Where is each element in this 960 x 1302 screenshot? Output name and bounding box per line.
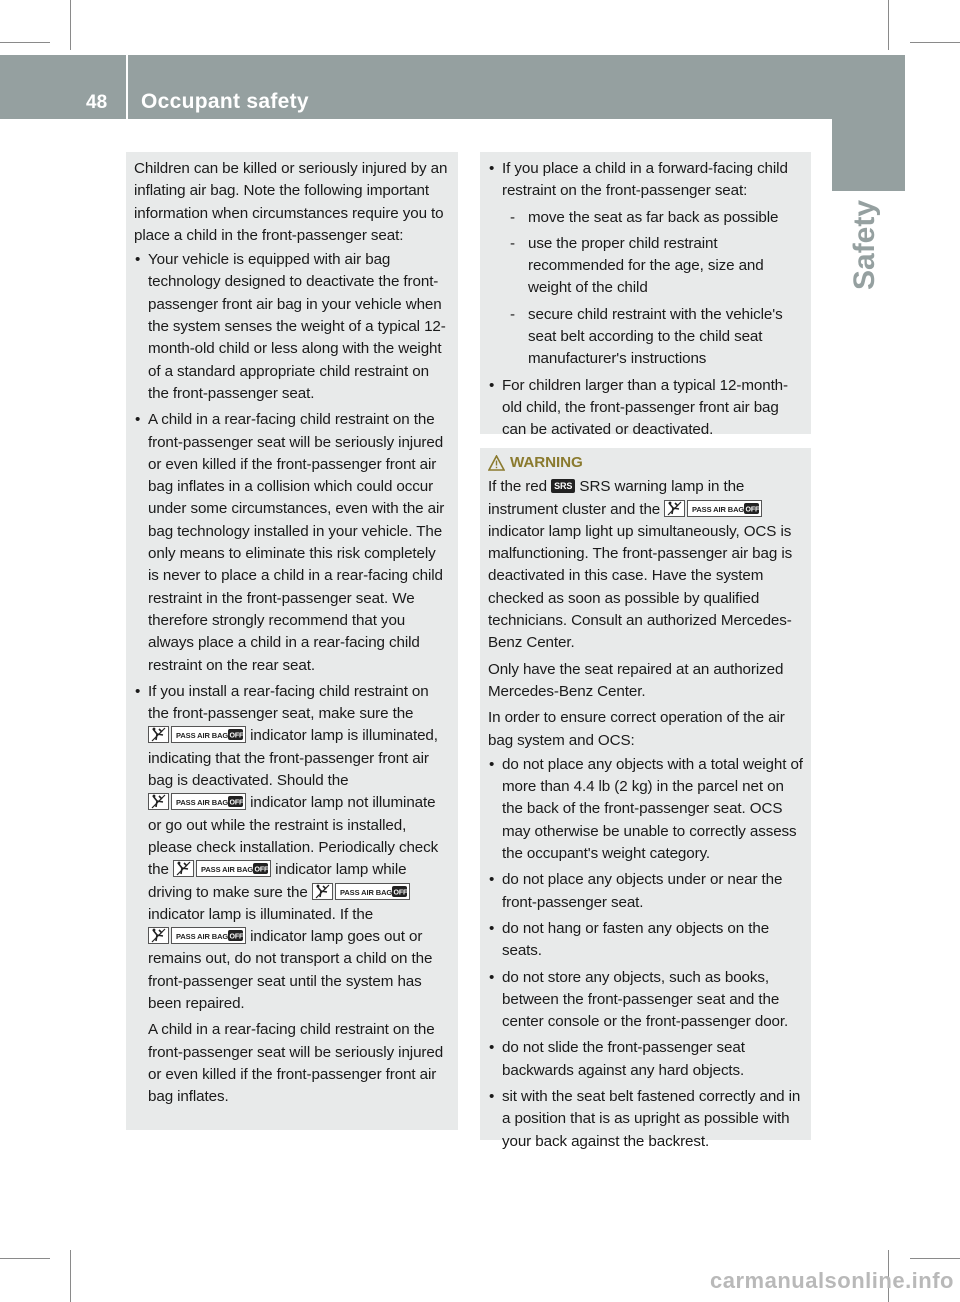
list-item bbox=[488, 967, 803, 1034]
left-warning-box bbox=[126, 152, 458, 1130]
crop-mark bbox=[888, 0, 889, 50]
warning-text: If the red bbox=[488, 478, 547, 496]
bullet-text: do not place any objects under or near the front-passenger seat. bbox=[502, 871, 783, 911]
bullet-icon: • bbox=[489, 871, 495, 889]
bullet-icon: • bbox=[135, 411, 141, 429]
dash-item bbox=[488, 304, 803, 371]
svg-text:PASS AIR BAG: PASS AIR BAG bbox=[200, 865, 254, 875]
dash-icon: - bbox=[510, 305, 515, 323]
svg-text:OFF: OFF bbox=[229, 732, 244, 740]
bullet-text: If you install a rear-facing child restraint on the front-passenger seat, make sure the bbox=[148, 682, 429, 723]
dash-item bbox=[488, 233, 803, 300]
intro-text: Children can be killed or seriously injured by an inflating air bag. Note the following important information when circumstances require you to place a child in the front-passenger seat: bbox=[134, 160, 448, 244]
bullet-text: If you place a child in a forward-facing child restraint on the front-passenger seat: bbox=[502, 160, 788, 200]
crop-mark bbox=[910, 42, 960, 43]
svg-text:OFF: OFF bbox=[229, 799, 244, 807]
svg-text:PASS AIR BAG: PASS AIR BAG bbox=[176, 932, 229, 942]
pass-air-bag-off-icon bbox=[148, 726, 246, 743]
list-item bbox=[488, 918, 803, 963]
bullet-text: do not hang or fasten any objects on the seats. bbox=[502, 919, 770, 960]
srs-icon: SRS bbox=[551, 479, 575, 493]
svg-text:OFF: OFF bbox=[745, 506, 760, 514]
list-item bbox=[488, 1037, 803, 1082]
svg-text:OFF: OFF bbox=[229, 933, 244, 941]
bullet-text: do not place any objects with a total weight of more than 4.4 lb (2 kg) in the parcel net on the back of the front-passenger seat. OCS may otherwise be unable to correctly assess the occupant's weight category. bbox=[502, 755, 803, 863]
pass-air-bag-off-icon bbox=[312, 883, 410, 900]
bullet-text: indicator lamp is illuminated. If the bbox=[148, 905, 374, 923]
page-number: 48 bbox=[86, 92, 108, 113]
crop-mark bbox=[0, 42, 50, 43]
pass-air-bag-off-icon bbox=[148, 927, 246, 944]
bullet-icon: • bbox=[489, 968, 495, 986]
pass-air-bag-off-icon bbox=[173, 860, 271, 877]
bullet-icon: • bbox=[489, 919, 495, 937]
bullet-text: sit with the seat belt fastened correctly and in a position that is as upright as possible with your back against the backrest. bbox=[502, 1088, 801, 1150]
crop-mark bbox=[0, 1258, 50, 1259]
bullet-text: Your vehicle is equipped with air bag technology designed to deactivate the front-passenger front air bag in your vehicle when the system senses the weight of a typical 12-month-old child or less along with the weight of a standard appropriate child restraint on the front-passenger seat. bbox=[148, 251, 446, 402]
watermark: carmanualsonline.info bbox=[710, 1268, 954, 1293]
bullet-text: indicator lamp while driving to make sure the bbox=[148, 861, 407, 901]
dash-text: move the seat as far back as possible bbox=[528, 208, 779, 226]
side-tab bbox=[832, 118, 905, 191]
svg-text:PASS AIR BAG: PASS AIR BAG bbox=[176, 731, 229, 741]
bullet-icon: • bbox=[489, 160, 495, 177]
pass-air-bag-off-icon bbox=[148, 793, 246, 810]
crop-mark bbox=[910, 1258, 960, 1259]
bullet-text: indicator lamp not illuminate or go out while the restraint is installed, please check installation. Periodically check the bbox=[148, 794, 439, 879]
warning-paragraph: In order to ensure correct operation of the air bag system and OCS: bbox=[488, 709, 785, 749]
warning-title: WARNING bbox=[510, 454, 583, 471]
dash-icon: - bbox=[510, 234, 515, 252]
crop-mark bbox=[70, 0, 71, 50]
right-warning-box bbox=[480, 448, 811, 1150]
crop-mark bbox=[70, 1250, 71, 1302]
warning-triangle-icon bbox=[488, 455, 505, 478]
dash-text: secure child restraint with the vehicle's seat belt according to the child seat manufacturer's instructions bbox=[528, 305, 783, 368]
list-item bbox=[134, 249, 450, 405]
bullet-icon: • bbox=[489, 1088, 495, 1106]
dash-text: use the proper child restraint recommended for the age, size and weight of the child bbox=[528, 234, 764, 297]
header-separator bbox=[126, 55, 128, 119]
bullet-icon: • bbox=[135, 682, 141, 700]
bullet-paragraph: A child in a rear-facing child restraint on the front-passenger seat will be seriously injured or even killed if the front-passenger front air bag inflates. bbox=[148, 1021, 444, 1106]
bullet-icon: • bbox=[489, 376, 495, 394]
bullet-text: indicator lamp is illuminated, indicating that the front-passenger front air bag is deactivated. Should the bbox=[148, 727, 438, 790]
list-item bbox=[134, 681, 450, 1109]
pass-air-bag-off-icon bbox=[664, 500, 762, 517]
list-item bbox=[488, 1086, 803, 1153]
list-item bbox=[134, 409, 450, 677]
list-item bbox=[488, 375, 803, 442]
svg-text:PASS AIR BAG: PASS AIR BAG bbox=[692, 504, 745, 514]
warning-text: indicator lamp light up simultaneously, OCS is malfunctioning. The front-passenger air bag is deactivated in this case. Have the system checked as soon as possible by qualified technicians. Consult an authorized Mercedes-Benz Center. bbox=[488, 522, 793, 652]
dash-item bbox=[488, 207, 803, 229]
bullet-text: do not store any objects, such as books, between the front-passenger seat and the center console or the front-passenger door. bbox=[502, 968, 789, 1031]
warning-paragraph bbox=[488, 476, 803, 654]
bullet-text: indicator lamp goes out or remains out, do not transport a child on the front-passenger seat until the system has been repaired. bbox=[148, 928, 433, 1012]
warning-header bbox=[488, 452, 803, 474]
warning-bullet-list bbox=[488, 754, 803, 1153]
warning-paragraph: Only have the seat repaired at an authorized Mercedes-Benz Center. bbox=[488, 660, 784, 700]
bullet-icon: • bbox=[489, 1039, 495, 1057]
bullet-text: do not slide the front-passenger seat backwards against any hard objects. bbox=[502, 1039, 745, 1079]
dash-icon: - bbox=[510, 208, 515, 226]
header-bar bbox=[0, 55, 905, 119]
section-title: Occupant safety bbox=[141, 90, 309, 113]
svg-text:OFF: OFF bbox=[393, 889, 408, 896]
svg-text:PASS AIR BAG: PASS AIR BAG bbox=[176, 798, 229, 808]
list-item bbox=[488, 869, 803, 914]
bullet-icon: • bbox=[135, 251, 141, 269]
side-label: Safety bbox=[848, 200, 881, 291]
svg-text:OFF: OFF bbox=[254, 866, 269, 874]
bullet-text: A child in a rear-facing child restraint on the front-passenger seat will be seriously injured or even killed if the front-passenger front air bag inflates in a collision which could occur under some circumstances, even with the air bag technology installed in your vehicle. The only means to eliminate this risk completely is never to place a child in a rear-facing child restraint in the front-passenger seat. We therefore strongly recommend that you always place a child in a rear-facing child restraint on the rear seat. bbox=[148, 411, 445, 674]
svg-text:PASS AIR BAG: PASS AIR BAG bbox=[339, 887, 392, 897]
warning-text: SRS warning lamp in the instrument cluster and the bbox=[488, 478, 745, 518]
list-item bbox=[488, 754, 803, 865]
list-item bbox=[488, 158, 803, 203]
bullet-icon: • bbox=[489, 755, 495, 773]
right-info-box bbox=[480, 152, 811, 439]
bullet-text: For children larger than a typical 12-month-old child, the front-passenger front air bag can be activated or deactivated. bbox=[502, 376, 788, 439]
